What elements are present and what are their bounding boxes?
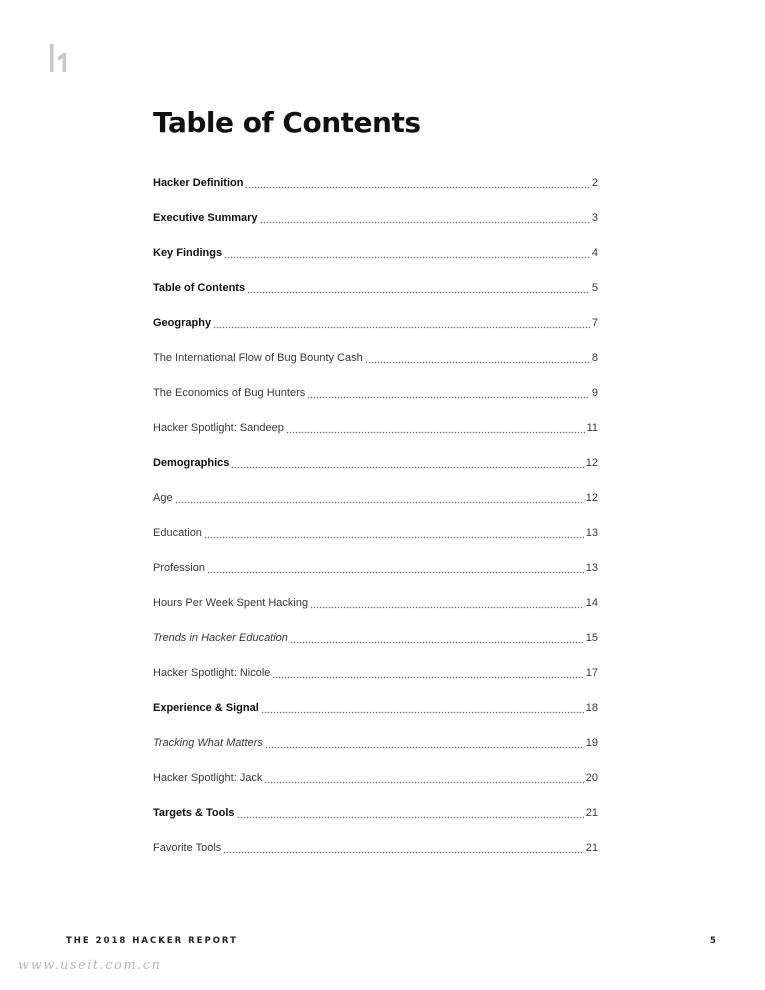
toc-entry-page: 19 bbox=[585, 737, 598, 749]
toc-entry-label: Trends in Hacker Education bbox=[153, 632, 288, 644]
dot-leader bbox=[272, 662, 583, 684]
toc-entry[interactable] bbox=[153, 802, 598, 837]
toc-entry[interactable] bbox=[153, 557, 598, 592]
toc-entry[interactable] bbox=[153, 452, 598, 487]
footer-report-title: THE 2018 HACKER REPORT bbox=[66, 936, 238, 946]
toc-entry[interactable] bbox=[153, 697, 598, 732]
dot-leader bbox=[310, 592, 584, 614]
dot-leader bbox=[204, 522, 584, 544]
toc-entry-page: 4 bbox=[591, 247, 598, 259]
toc-entry[interactable] bbox=[153, 627, 598, 662]
toc-entry[interactable] bbox=[153, 732, 598, 767]
toc-entry[interactable] bbox=[153, 417, 598, 452]
toc-entry-label: Experience & Signal bbox=[153, 702, 259, 714]
dot-leader bbox=[286, 417, 585, 439]
dot-leader bbox=[265, 732, 584, 754]
toc-entry-label: Hacker Definition bbox=[153, 177, 244, 189]
watermark: www.useit.com.cn bbox=[18, 958, 162, 973]
toc-entry-page: 12 bbox=[585, 492, 598, 504]
toc-entry[interactable] bbox=[153, 592, 598, 627]
toc-entry-label: Hacker Spotlight: Nicole bbox=[153, 667, 271, 679]
toc-entry-page: 7 bbox=[591, 317, 598, 329]
toc-entry-label: The International Flow of Bug Bounty Cash bbox=[153, 352, 363, 364]
toc-entry-label: Hacker Spotlight: Jack bbox=[153, 772, 263, 784]
page-title: Table of Contents bbox=[153, 106, 421, 139]
toc-entry[interactable] bbox=[153, 767, 598, 802]
dot-leader bbox=[213, 312, 590, 334]
table-of-contents bbox=[153, 172, 598, 872]
toc-entry[interactable] bbox=[153, 207, 598, 242]
toc-entry-page: 9 bbox=[591, 387, 598, 399]
dot-leader bbox=[247, 277, 590, 299]
toc-entry-page: 15 bbox=[585, 632, 598, 644]
toc-entry-page: 21 bbox=[585, 807, 598, 819]
toc-entry-page: 12 bbox=[585, 457, 598, 469]
toc-entry[interactable] bbox=[153, 312, 598, 347]
toc-entry-label: Key Findings bbox=[153, 247, 223, 259]
toc-entry-page: 11 bbox=[586, 422, 598, 434]
dot-leader bbox=[290, 627, 584, 649]
toc-entry[interactable] bbox=[153, 522, 598, 557]
toc-entry-page: 8 bbox=[591, 352, 598, 364]
toc-entry[interactable] bbox=[153, 242, 598, 277]
toc-entry-page: 17 bbox=[585, 667, 598, 679]
toc-entry-label: Targets & Tools bbox=[153, 807, 235, 819]
dot-leader bbox=[207, 557, 584, 579]
toc-entry-label: Table of Contents bbox=[153, 282, 246, 294]
dot-leader bbox=[237, 802, 584, 824]
toc-entry-label: Tracking What Matters bbox=[153, 737, 263, 749]
toc-entry-page: 3 bbox=[591, 212, 598, 224]
toc-entry-page: 18 bbox=[585, 702, 598, 714]
toc-entry[interactable] bbox=[153, 277, 598, 312]
footer-page-number: 5 bbox=[710, 936, 716, 946]
toc-entry-label: Hacker Spotlight: Sandeep bbox=[153, 422, 284, 434]
toc-entry-page: 13 bbox=[585, 527, 598, 539]
toc-entry[interactable] bbox=[153, 487, 598, 522]
toc-entry-label: Education bbox=[153, 527, 202, 539]
toc-entry-page: 13 bbox=[585, 562, 598, 574]
h1-logo-icon bbox=[50, 44, 70, 72]
toc-entry-label: Hours Per Week Spent Hacking bbox=[153, 597, 309, 609]
toc-entry[interactable] bbox=[153, 382, 598, 417]
dot-leader bbox=[231, 452, 583, 474]
toc-entry-page: 21 bbox=[585, 842, 598, 854]
dot-leader bbox=[365, 347, 590, 369]
toc-entry-page: 14 bbox=[585, 597, 598, 609]
toc-entry-label: Favorite Tools bbox=[153, 842, 222, 854]
toc-entry[interactable] bbox=[153, 347, 598, 382]
dot-leader bbox=[307, 382, 590, 404]
toc-entry-page: 5 bbox=[591, 282, 598, 294]
dot-leader bbox=[261, 697, 584, 719]
toc-entry-label: Demographics bbox=[153, 457, 230, 469]
toc-entry-label: The Economics of Bug Hunters bbox=[153, 387, 306, 399]
dot-leader bbox=[245, 172, 589, 194]
toc-entry-label: Profession bbox=[153, 562, 205, 574]
toc-entry-page: 2 bbox=[591, 177, 598, 189]
toc-entry-label: Executive Summary bbox=[153, 212, 258, 224]
toc-entry-page: 20 bbox=[585, 772, 598, 784]
toc-entry-label: Age bbox=[153, 492, 173, 504]
toc-entry[interactable] bbox=[153, 662, 598, 697]
toc-entry[interactable] bbox=[153, 837, 598, 872]
dot-leader bbox=[264, 767, 583, 789]
dot-leader bbox=[175, 487, 584, 509]
toc-entry-label: Geography bbox=[153, 317, 212, 329]
dot-leader bbox=[260, 207, 590, 229]
dot-leader bbox=[223, 837, 583, 859]
toc-entry[interactable] bbox=[153, 172, 598, 207]
dot-leader bbox=[224, 242, 590, 264]
